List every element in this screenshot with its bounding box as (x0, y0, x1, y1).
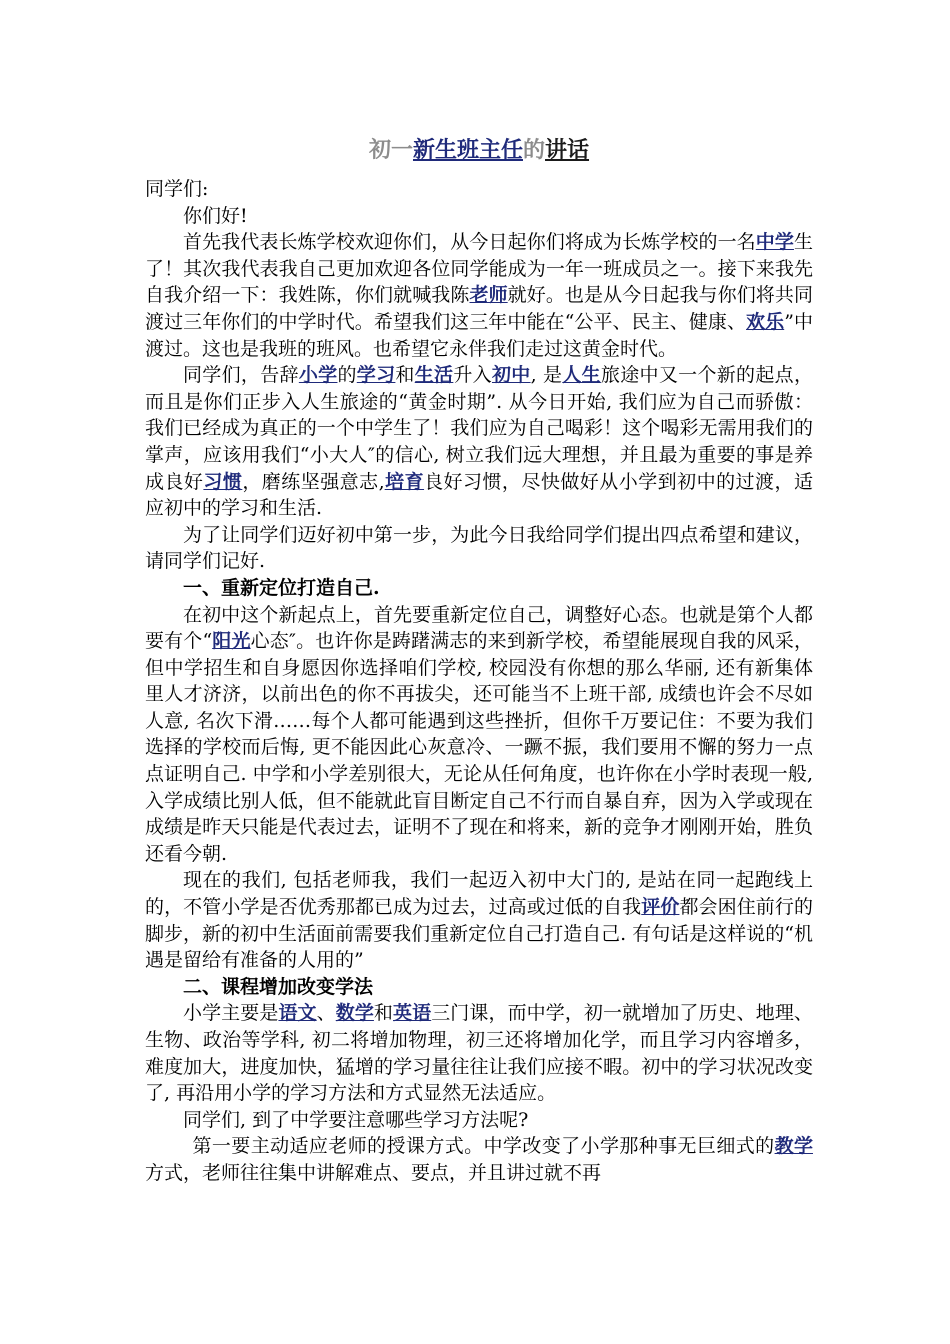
p6-text-1: 小学主要是 (183, 1002, 279, 1025)
p1-text-4: ”中渡过。这也是我班的班风。也希望它永伴我们走过这黄金时代。 (145, 310, 813, 360)
p5-text-1: 现在的我们, 包括老师我，我们一起迈入初中大门的, 是站在同一起跑线上的，不管小学是否优秀那都已成为过去，过高或过低的自我 (145, 869, 813, 919)
p4-text-1: 在初中这个新起点上，首先要重新定位自己，调整好心态。也就是第个人都要有个“ (145, 603, 813, 653)
link-evaluation[interactable]: 评价 (641, 896, 680, 919)
link-chinese[interactable]: 语文 (278, 1002, 317, 1025)
title-part-3: 的 (523, 137, 546, 163)
link-teacher[interactable]: 老师 (469, 284, 508, 307)
title-link-speech[interactable]: 讲话 (545, 137, 590, 163)
link-life[interactable]: 生活 (414, 364, 454, 387)
paragraph-1 (145, 229, 813, 362)
p2-text-1: 同学们，告辞 (183, 364, 299, 387)
paragraph-5 (145, 867, 813, 973)
link-cultivate[interactable]: 培育 (384, 470, 425, 493)
link-english[interactable]: 英语 (393, 1002, 432, 1025)
paragraph-7: 同学们, 到了中学要注意哪些学习方法呢? (183, 1108, 529, 1131)
link-study[interactable]: 学习 (356, 364, 396, 387)
p2-text-5: , 是 (530, 364, 563, 387)
link-primary-school[interactable]: 小学 (298, 364, 338, 387)
p6-text-3: 和 (373, 1002, 394, 1025)
document-body (145, 130, 813, 1187)
p6-text-4: 三门课，而中学，初一就增加了历史、地理、生物、政治等学科, 初二将增加物理，初三还将增加化学，而且学习内容增多，难度加大，进度加快，猛增的学习量往往让我们应接不暇。初中的学习状况改变了, 再沿用小学的学习方法和方式显然无法适应。 (145, 1002, 813, 1105)
paragraph-4 (145, 602, 813, 868)
p2-text-2: 的 (337, 364, 357, 387)
section-heading-2: 二、课程增加改变学法 (183, 975, 374, 998)
link-human-life[interactable]: 人生 (562, 364, 601, 387)
section-heading-1: 一、重新定位打造自己. (183, 576, 380, 599)
p2-text-7: ，磨练坚强意志, (242, 470, 385, 493)
link-teaching[interactable]: 教学 (774, 1135, 813, 1158)
link-sunshine[interactable]: 阳光 (212, 630, 251, 653)
hello-line: 你们好! (183, 204, 248, 227)
link-junior-high[interactable]: 初中 (491, 364, 531, 387)
document-title (145, 130, 813, 170)
p1-text-3: 就好。也是从今日起我与你们将共同渡过三年你们的中学时代。希望我们这三年中能在“公平、民主、健康、 (145, 284, 813, 333)
p1-text-2: 生了！其次我代表我自己更加欢迎各位同学能成为一年一班成员之一。接下来我先自我介绍一下：我姓陈，你们就喊我陈 (145, 231, 813, 307)
title-link-new-head-teacher[interactable]: 新生班主任 (412, 137, 523, 163)
paragraph-3: 为了让同学们迈好初中第一步，为此今日我给同学们提出四点希望和建议，请同学们记好. (145, 523, 813, 573)
link-math[interactable]: 数学 (335, 1002, 374, 1025)
p2-text-6: 旅途中又一个新的起点，而且是你们正步入人生旅途的“黄金时期”. 从今日开始, 我们应为自己而骄傲：我们已经成为真正的一个中学生了！我们应为自己喝彩！这个喝彩无需用我们的掌声，应该用我们“小大人″的信心, 树立我们远大理想，并且最为重要的事是养成良好 (145, 364, 813, 493)
p8-text-1: 第一要主动适应老师的授课方式。中学改变了小学那种事无巨细式的 (192, 1135, 775, 1158)
p2-text-3: 和 (395, 364, 415, 387)
p4-text-2: 心态″。也许你是踌躇满志的来到新学校，希望能展现自我的风采，但中学招生和自身愿因你选择咱们学校, 校园没有你想的那么华丽, 还有新集体里人才济济，以前出色的你不再拔尖，还可能当不上班干部, 成绩也许会不尽如人意, 名次下滑……每个人都可能遇到这些挫折，但你千万要记住：不要为我们选择的学校而后悔, 更不能因此心灰意冷、一蹶不振，我们要用不懈的努力一点点证明自己. 中学和小学差别很大，无论从任何角度，也许你在小学时表现一般, 入学成绩比别人低，但不能就此盲目断定自己不行而自暴自弃，因为入学或现在成绩是昨天只能是代表过去，证明不了现在和将来，新的竞争才刚刚开始，胜负还看今朝. (145, 630, 813, 865)
link-joy[interactable]: 欢乐 (746, 310, 785, 333)
p2-text-4: 升入 (453, 364, 492, 387)
p8-text-2: 方式，老师往往集中讲解难点、要点，并且讲过就不再 (145, 1161, 602, 1184)
paragraph-8 (145, 1133, 813, 1186)
paragraph-2 (145, 362, 813, 522)
link-habit[interactable]: 习惯 (203, 470, 243, 493)
p1-text-1: 首先我代表长炼学校欢迎你们，从今日起你们将成为长炼学校的一名 (183, 231, 756, 254)
greeting: 同学们: (145, 178, 209, 200)
p5-text-2: 都会困住前行的脚步，新的初中生活面前需要我们重新定位自己打造自己. 有句话是这样说的“机遇是留给有准备的人用的” (145, 896, 813, 972)
link-middle-school[interactable]: 中学 (755, 231, 794, 254)
title-part-1: 初一 (368, 137, 413, 163)
paragraph-6 (145, 1000, 813, 1106)
p6-text-2: 、 (316, 1002, 336, 1025)
p2-text-8: 良好习惯，尽快做好从小学到初中的过渡，适应初中的学习和生活. (145, 470, 813, 520)
